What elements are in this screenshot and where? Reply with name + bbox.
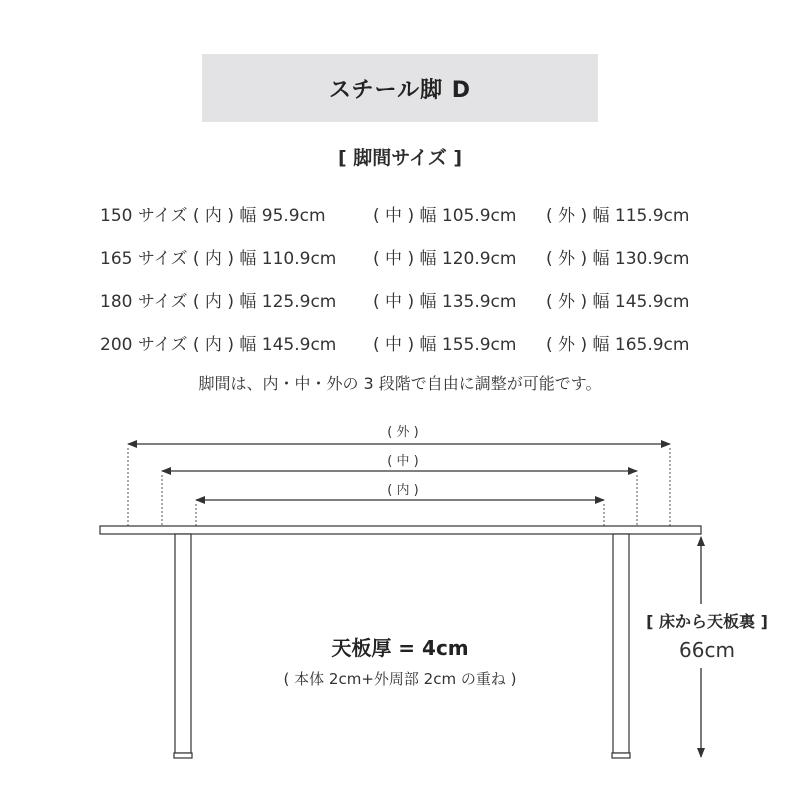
page-title: スチール脚 D	[328, 77, 472, 103]
height-label: [ 床から天板裏 ]	[646, 612, 768, 631]
tabletop-thickness-detail: ( 本体 2cm+外周部 2cm の重ね )	[283, 670, 517, 688]
section-heading: [ 脚間サイズ ]	[337, 147, 463, 169]
middle-dimension-label: ( 中 )	[387, 454, 419, 469]
tabletop	[100, 526, 701, 534]
size-cell-inner: 150 サイズ ( 内 ) 幅 95.9cm	[100, 206, 326, 226]
size-cell-inner: 180 サイズ ( 内 ) 幅 125.9cm	[100, 292, 337, 312]
size-cell-outer: ( 外 ) 幅 130.9cm	[546, 249, 690, 269]
size-cell-outer: ( 外 ) 幅 165.9cm	[546, 335, 690, 355]
size-cell-outer: ( 外 ) 幅 145.9cm	[546, 292, 690, 312]
size-cell-inner: 165 サイズ ( 内 ) 幅 110.9cm	[100, 249, 337, 269]
left-leg	[174, 534, 192, 758]
height-value: 66cm	[679, 638, 735, 662]
size-cell-middle: ( 中 ) 幅 155.9cm	[373, 335, 517, 355]
size-cell-inner: 200 サイズ ( 内 ) 幅 145.9cm	[100, 335, 337, 355]
size-cell-middle: ( 中 ) 幅 135.9cm	[373, 292, 517, 312]
tabletop-thickness: 天板厚 = 4cm	[331, 636, 469, 660]
size-cell-middle: ( 中 ) 幅 120.9cm	[373, 249, 517, 269]
adjustment-note: 脚間は、内・中・外の 3 段階で自由に調整が可能です。	[198, 374, 602, 393]
outer-dimension-label: ( 外 )	[387, 425, 419, 440]
size-cell-middle: ( 中 ) 幅 105.9cm	[373, 206, 517, 226]
size-cell-outer: ( 外 ) 幅 115.9cm	[546, 206, 690, 226]
inner-dimension-label: ( 内 )	[387, 483, 419, 498]
